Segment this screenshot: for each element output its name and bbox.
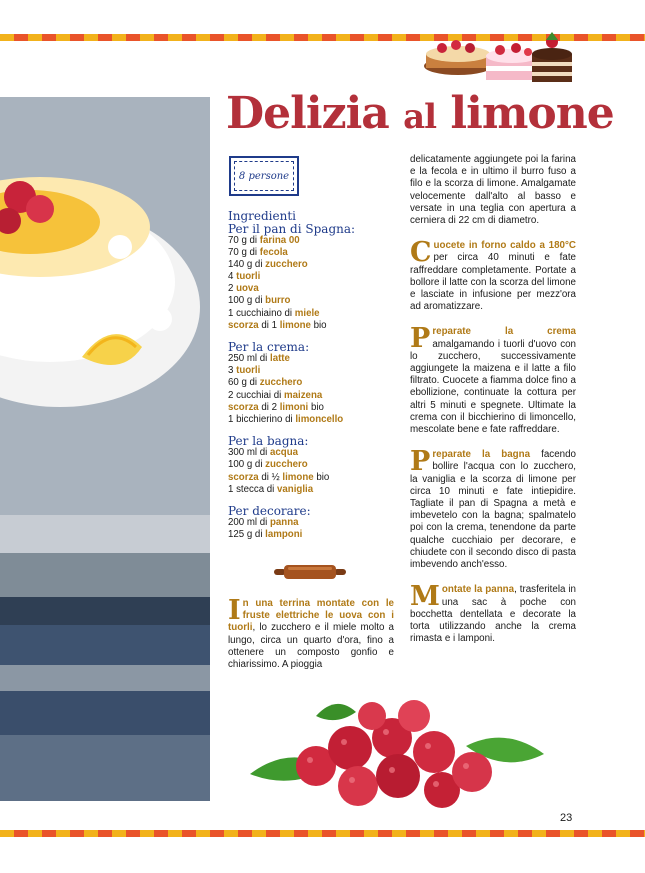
method-paragraph: Preparate la crema amalgamando i tuorli d'uovo con lo zucchero, successivamente aggiungete la maizena e il latte a filo filtrato. Cuocete a fiamma dolce fino a ebollizione, continuate la cottura per altri 5 minuti e spegnete. Ultimate la crema con il bicchierino di limoncello, mescolate bene e fate raffreddare. bbox=[410, 323, 576, 436]
ingredient-item: scorza di 1 limone bio bbox=[228, 319, 327, 331]
dropcap: I bbox=[228, 595, 241, 626]
intro-paragraph: In una terrina montate con le fruste elettriche le uova con i tuorli, lo zucchero e il miele molto a lungo, circa un quarto d'ora, fino a ottenere un composto gonfio e chiarissimo. A pioggia bbox=[228, 595, 394, 671]
ingredient-item: 200 ml di panna bbox=[228, 517, 299, 529]
method-paragraph: Cuocete in forno caldo a 180°C per circa 40 minuti e fate raffreddare completamente. Portate a bollore il latte con la scorza del limone e lasciate in infusione per mezz'ora ad aromatizzare. bbox=[410, 237, 576, 313]
ingredient-item: 2 cucchiai di maizena bbox=[228, 389, 323, 401]
section-heading: Per la bagna: bbox=[228, 433, 309, 448]
bottom-border-stripe bbox=[0, 830, 645, 837]
ingredient-item: scorza di ½ limone bio bbox=[228, 471, 330, 483]
step-lead: uocete in forno caldo a 180°C bbox=[433, 240, 576, 252]
ingredient-item: 3 tuorli bbox=[228, 365, 261, 377]
section-heading: Per il pan di Spagna: bbox=[228, 221, 356, 236]
step-lead: n una terrina montate con le fruste elettriche le uova con i tuorli bbox=[228, 598, 394, 634]
dropcap: M bbox=[410, 581, 440, 613]
ingredient-item: 70 g di farina 00 bbox=[228, 235, 300, 246]
lemon-cake-photo bbox=[0, 97, 210, 801]
ingredient-item: 70 g di fecola bbox=[228, 247, 288, 259]
ingredient-item: 2 uova bbox=[228, 283, 259, 295]
servings-label: 8 persone bbox=[234, 161, 294, 191]
page-number: 23 bbox=[560, 812, 573, 824]
ingredient-item: 125 g di lamponi bbox=[228, 529, 303, 541]
raspberries-illustration-icon bbox=[246, 696, 546, 808]
dropcap: C bbox=[410, 237, 432, 269]
ingredient-item: 100 g di zucchero bbox=[228, 459, 308, 471]
ingredient-item: 250 ml di latte bbox=[228, 353, 290, 365]
method-paragraph: Preparate la bagna facendo bollire l'acqua con lo zucchero, la vaniglia e la scorza di limone per circa 10 minuti e fate intiepidire. Tagliate il pan di Spagna a metà e imbevetelo con la bagna; spalmatelo poi con la crema, tenendone da parte qualche cucchiaio per decorare, e chiudete con il secondo disco di pasta imbevendo anch'esso. bbox=[410, 446, 576, 571]
method-paragraph: delicatamente aggiungete poi la farina e la fecola e in ultimo il burro fuso a filo e la scorza di limone. Amalgamate velocemente dall'alto al basso e versate in una teglia con apertura a cerniera di 22 cm di diametro. bbox=[410, 154, 576, 227]
section-heading: Per decorare: bbox=[228, 503, 311, 518]
method-paragraph: Montate la panna, trasferitela in una sac à poche con bocchetta dentellata e decorate la torta utilizzando anche la crema rimasta e i lamponi. bbox=[410, 581, 576, 645]
ingredient-item: 300 ml di acqua bbox=[228, 447, 298, 459]
ingredient-item: 1 stecca di vaniglia bbox=[228, 483, 314, 495]
ingredient-item: 100 g di burro bbox=[228, 295, 291, 307]
ingredient-item: scorza di 2 limoni bio bbox=[228, 401, 324, 413]
section-heading: Per la crema: bbox=[228, 339, 310, 354]
ingredient-item: 4 tuorli bbox=[228, 271, 261, 283]
dropcap: P bbox=[410, 323, 431, 355]
ingredient-item: 1 bicchierino di limoncello bbox=[228, 413, 344, 425]
ingredient-item: 60 g di zucchero bbox=[228, 377, 303, 389]
step-lead: reparate la crema bbox=[432, 326, 576, 338]
ingredients-heading: Ingredienti bbox=[228, 209, 296, 223]
step-lead: reparate la bagna bbox=[432, 449, 531, 461]
dropcap: P bbox=[410, 446, 431, 478]
servings-badge bbox=[229, 156, 299, 196]
method-column bbox=[410, 154, 576, 658]
rolling-pin-icon bbox=[274, 563, 346, 581]
ingredient-item: 140 g di zucchero bbox=[228, 259, 308, 271]
step-lead: ontate la panna bbox=[441, 584, 515, 596]
cake-illustration-icon bbox=[420, 26, 580, 92]
ingredients-column bbox=[228, 210, 396, 541]
recipe-title: Delizia al limone bbox=[226, 88, 614, 139]
ingredient-item: 1 cucchiaino di miele bbox=[228, 307, 320, 319]
